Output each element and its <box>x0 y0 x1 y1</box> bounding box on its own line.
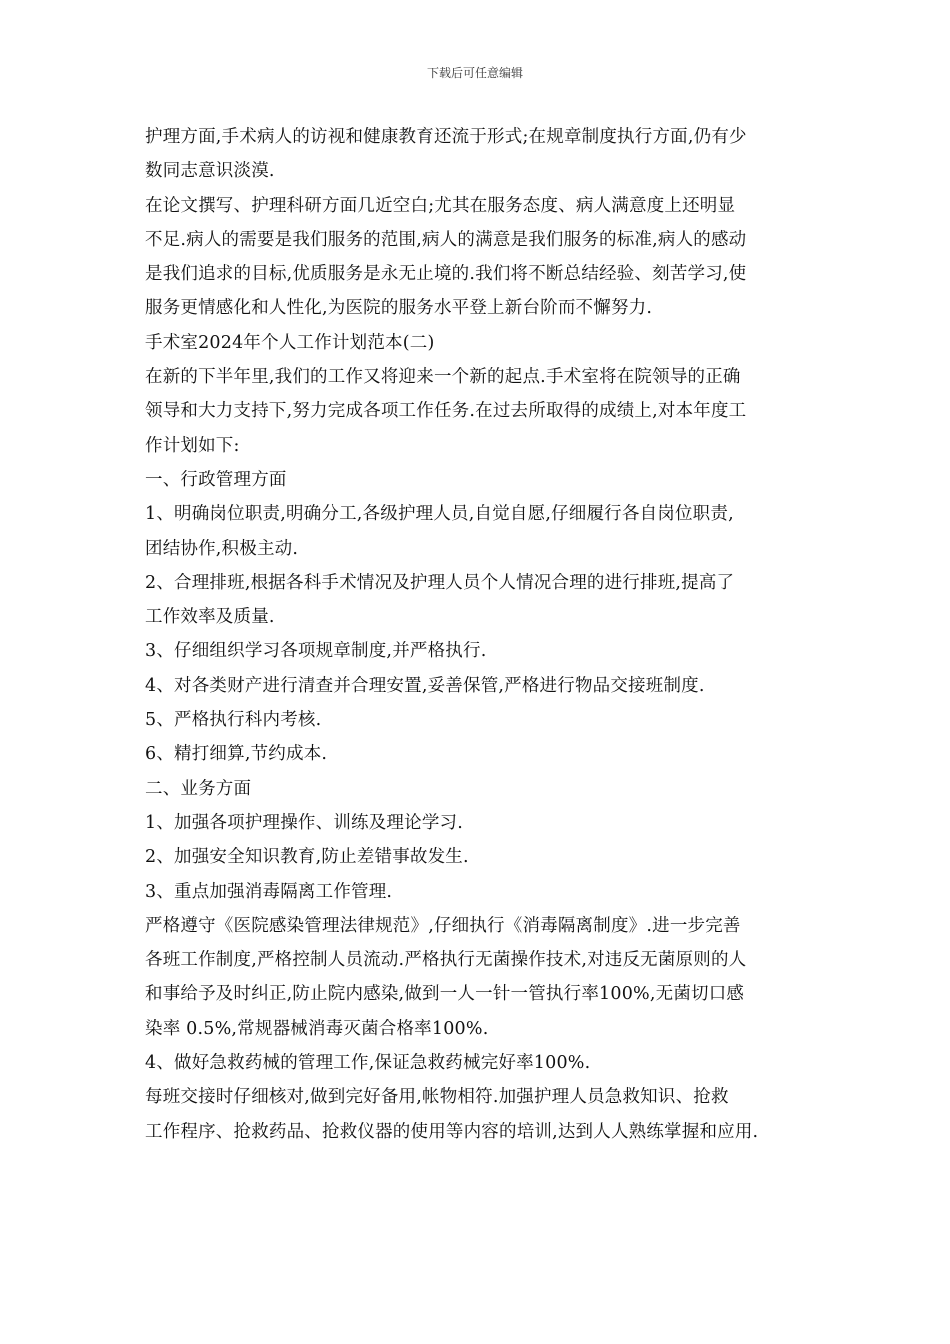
text-line: 严格遵守《医院感染管理法律规范》,仔细执行《消毒隔离制度》.进一步完善 <box>145 915 741 936</box>
text-line: 团结协作,积极主动. <box>145 538 299 559</box>
text-line: 服务更情感化和人性化,为医院的服务水平登上新台阶而不懈努力. <box>145 298 653 319</box>
list-item: 4、对各类财产进行清查并合理安置,妥善保管,严格进行物品交接班制度. <box>145 675 705 696</box>
text-line: 染率 0.5%,常规器械消毒灭菌合格率100%. <box>145 1018 489 1039</box>
list-item: 6、精打细算,节约成本. <box>145 744 328 765</box>
document-body <box>145 120 825 1149</box>
section-heading: 二、业务方面 <box>145 778 252 799</box>
section-heading: 一、行政管理方面 <box>145 469 287 490</box>
text-line: 作计划如下: <box>145 435 240 456</box>
text-line: 在论文撰写、护理科研方面几近空白;尤其在服务态度、病人满意度上还明显 <box>145 195 736 216</box>
list-item: 2、加强安全知识教育,防止差错事故发生. <box>145 847 469 868</box>
list-item: 1、加强各项护理操作、训练及理论学习. <box>145 812 463 833</box>
text-line: 是我们追求的目标,优质服务是永无止境的.我们将不断总结经验、刻苦学习,使 <box>145 264 747 285</box>
list-item: 5、严格执行科内考核. <box>145 710 322 731</box>
list-item: 3、重点加强消毒隔离工作管理. <box>145 881 393 902</box>
page-header: 下载后可任意编辑 <box>426 66 523 80</box>
list-item: 2、合理排班,根据各科手术情况及护理人员个人情况合理的进行排班,提高了 <box>145 572 735 593</box>
text-line: 工作效率及质量. <box>145 607 275 628</box>
text-line: 数同志意识淡漠. <box>145 161 275 182</box>
text-line: 领导和大力支持下,努力完成各项工作任务.在过去所取得的成绩上,对本年度工 <box>145 401 747 422</box>
list-item: 4、做好急救药械的管理工作,保证急救药械完好率100%. <box>145 1053 591 1074</box>
text-line: 护理方面,手术病人的访视和健康教育还流于形式;在规章制度执行方面,仍有少 <box>145 127 747 147</box>
text-line: 和事给予及时纠正,防止院内感染,做到一人一针一管执行率100%,无菌切口感 <box>145 984 745 1005</box>
text-line: 在新的下半年里,我们的工作又将迎来一个新的起点.手术室将在院领导的正确 <box>145 367 741 388</box>
list-item: 1、明确岗位职责,明确分工,各级护理人员,自觉自愿,仔细履行各自岗位职责, <box>145 504 734 525</box>
list-item: 3、仔细组织学习各项规章制度,并严格执行. <box>145 641 487 662</box>
text-line: 各班工作制度,严格控制人员流动.严格执行无菌操作技术,对违反无菌原则的人 <box>145 950 747 971</box>
text-line: 工作程序、抢救药品、抢救仪器的使用等内容的培训,达到人人熟练掌握和应用. <box>145 1121 759 1142</box>
section-title: 手术室2024年个人工作计划范本(二) <box>145 332 435 353</box>
text-line: 不足.病人的需要是我们服务的范围,病人的满意是我们服务的标准,病人的感动 <box>145 229 747 250</box>
text-line: 每班交接时仔细核对,做到完好备用,帐物相符.加强护理人员急救知识、抢救 <box>145 1087 729 1108</box>
